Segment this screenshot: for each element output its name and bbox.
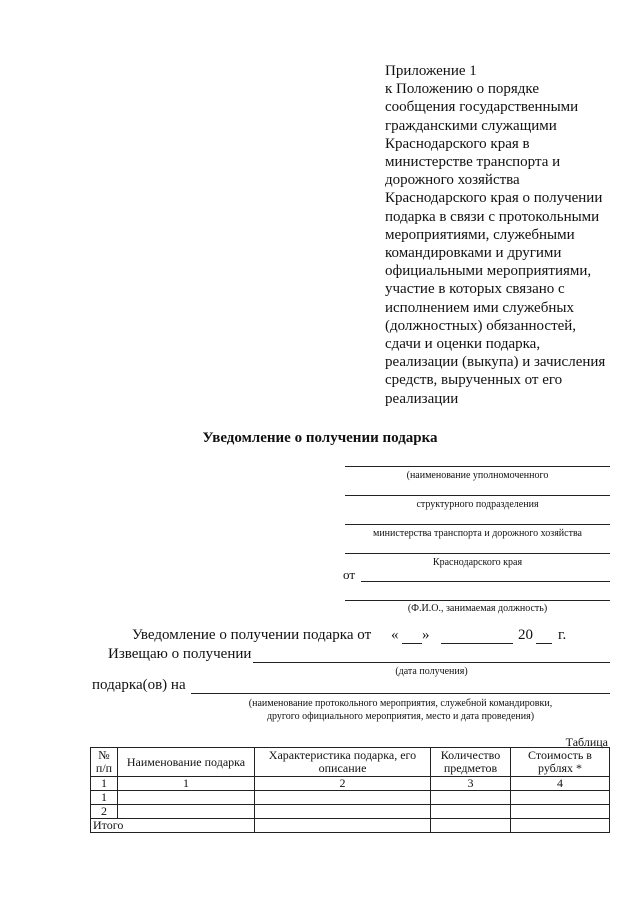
appendix-line: официальными мероприятиями, (385, 263, 592, 280)
year-suffix: г. (558, 627, 567, 643)
day-field[interactable] (402, 643, 422, 644)
table-cell: 1 (91, 777, 118, 791)
page-title: Уведомление о получении подарка (202, 430, 438, 446)
year-field[interactable] (536, 643, 552, 644)
addressee-line[interactable] (345, 466, 610, 467)
table-cell[interactable] (431, 805, 511, 819)
table-cell: 1 (118, 777, 255, 791)
appendix-line: реализации (385, 390, 459, 407)
appendix-line: министерстве транспорта и (385, 154, 561, 171)
table-cell: 1 (91, 791, 118, 805)
appendix-line: сдачи и оценки подарка, (385, 336, 541, 353)
appendix-line: исполнением ими служебных (385, 299, 574, 316)
appendix-line: средств, вырученных от его (385, 372, 563, 389)
column-header-quantity: Количество предметов (431, 748, 511, 777)
table-cell[interactable] (511, 791, 610, 805)
table-cell[interactable] (431, 819, 511, 833)
table-row (91, 805, 610, 819)
total-label: Итого (91, 819, 255, 833)
appendix-line: дорожного хозяйства (385, 172, 520, 189)
year-prefix: 20 (518, 627, 533, 643)
appendix-line: к Положению о порядке (385, 81, 539, 98)
date-quote-close: » (422, 627, 430, 643)
event-field[interactable] (191, 693, 610, 694)
appendix-line: мероприятиями, служебными (385, 226, 575, 243)
table-cell[interactable] (511, 819, 610, 833)
addressee-line[interactable] (345, 495, 610, 496)
table-total-row (91, 819, 610, 833)
addressee-caption: (Ф.И.О., занимаемая должность) (407, 603, 548, 614)
appendix-block (385, 62, 625, 408)
appendix-line: гражданскими служащими (385, 117, 557, 134)
table-cell[interactable] (255, 819, 431, 833)
addressee-caption: Краснодарского края (432, 557, 523, 568)
table-cell[interactable] (431, 791, 511, 805)
from-label: от (343, 567, 356, 582)
appendix-line: командировками и другими (385, 245, 562, 262)
table-cell: 4 (511, 777, 610, 791)
notice-text: Уведомление о получении подарка от (132, 627, 372, 643)
addressee-line[interactable] (345, 600, 610, 601)
table-cell: 2 (91, 805, 118, 819)
appendix-line: реализации (выкупа) и зачисления (385, 354, 606, 371)
table-cell[interactable] (511, 805, 610, 819)
addressee-line[interactable] (345, 524, 610, 525)
addressee-caption: (наименование уполномоченного (406, 470, 549, 481)
date-quote-open: « (391, 627, 399, 643)
gifts-table (90, 747, 610, 833)
receipt-date-caption: (дата получения) (395, 666, 468, 677)
appendix-line: Краснодарского края в (385, 135, 530, 152)
appendix-line: подарка в связи с протокольными (385, 208, 600, 225)
table-cell: 3 (431, 777, 511, 791)
column-header-description: Характеристика подарка, его описание (255, 748, 431, 777)
table-cell: 2 (255, 777, 431, 791)
event-caption: (наименование протокольного мероприятия, служебной командировки, (248, 698, 553, 709)
notice-text: подарка(ов) на (92, 677, 186, 693)
addressee-line[interactable] (345, 553, 610, 554)
table-row (91, 791, 610, 805)
month-field[interactable] (441, 643, 513, 644)
table-cell[interactable] (255, 805, 431, 819)
column-header-cost: Стоимость в рублях * (511, 748, 610, 777)
addressee-caption: министерства транспорта и дорожного хозяйства (373, 528, 582, 539)
column-header-name: Наименование подарка (118, 748, 255, 777)
column-header-number: № п/п (91, 748, 118, 777)
appendix-line: Приложение 1 (385, 63, 477, 79)
addressee-caption: структурного подразделения (416, 499, 539, 510)
table-header-row (91, 748, 610, 777)
table-cell[interactable] (118, 791, 255, 805)
appendix-line: участие в которых связано с (385, 281, 565, 298)
notice-text: Извещаю о получении (108, 646, 252, 662)
column-number-row (91, 777, 610, 791)
from-line[interactable] (361, 581, 610, 582)
appendix-line: (должностных) обязанностей, (385, 317, 577, 334)
appendix-line: Краснодарского края о получении (385, 190, 603, 207)
table-caption: Таблица (565, 735, 608, 749)
table-cell[interactable] (255, 791, 431, 805)
appendix-line: сообщения государственными (385, 99, 579, 116)
table-cell[interactable] (118, 805, 255, 819)
event-caption: другого официального мероприятия, место и дата проведения) (266, 711, 535, 722)
receipt-date-field[interactable] (253, 662, 610, 663)
